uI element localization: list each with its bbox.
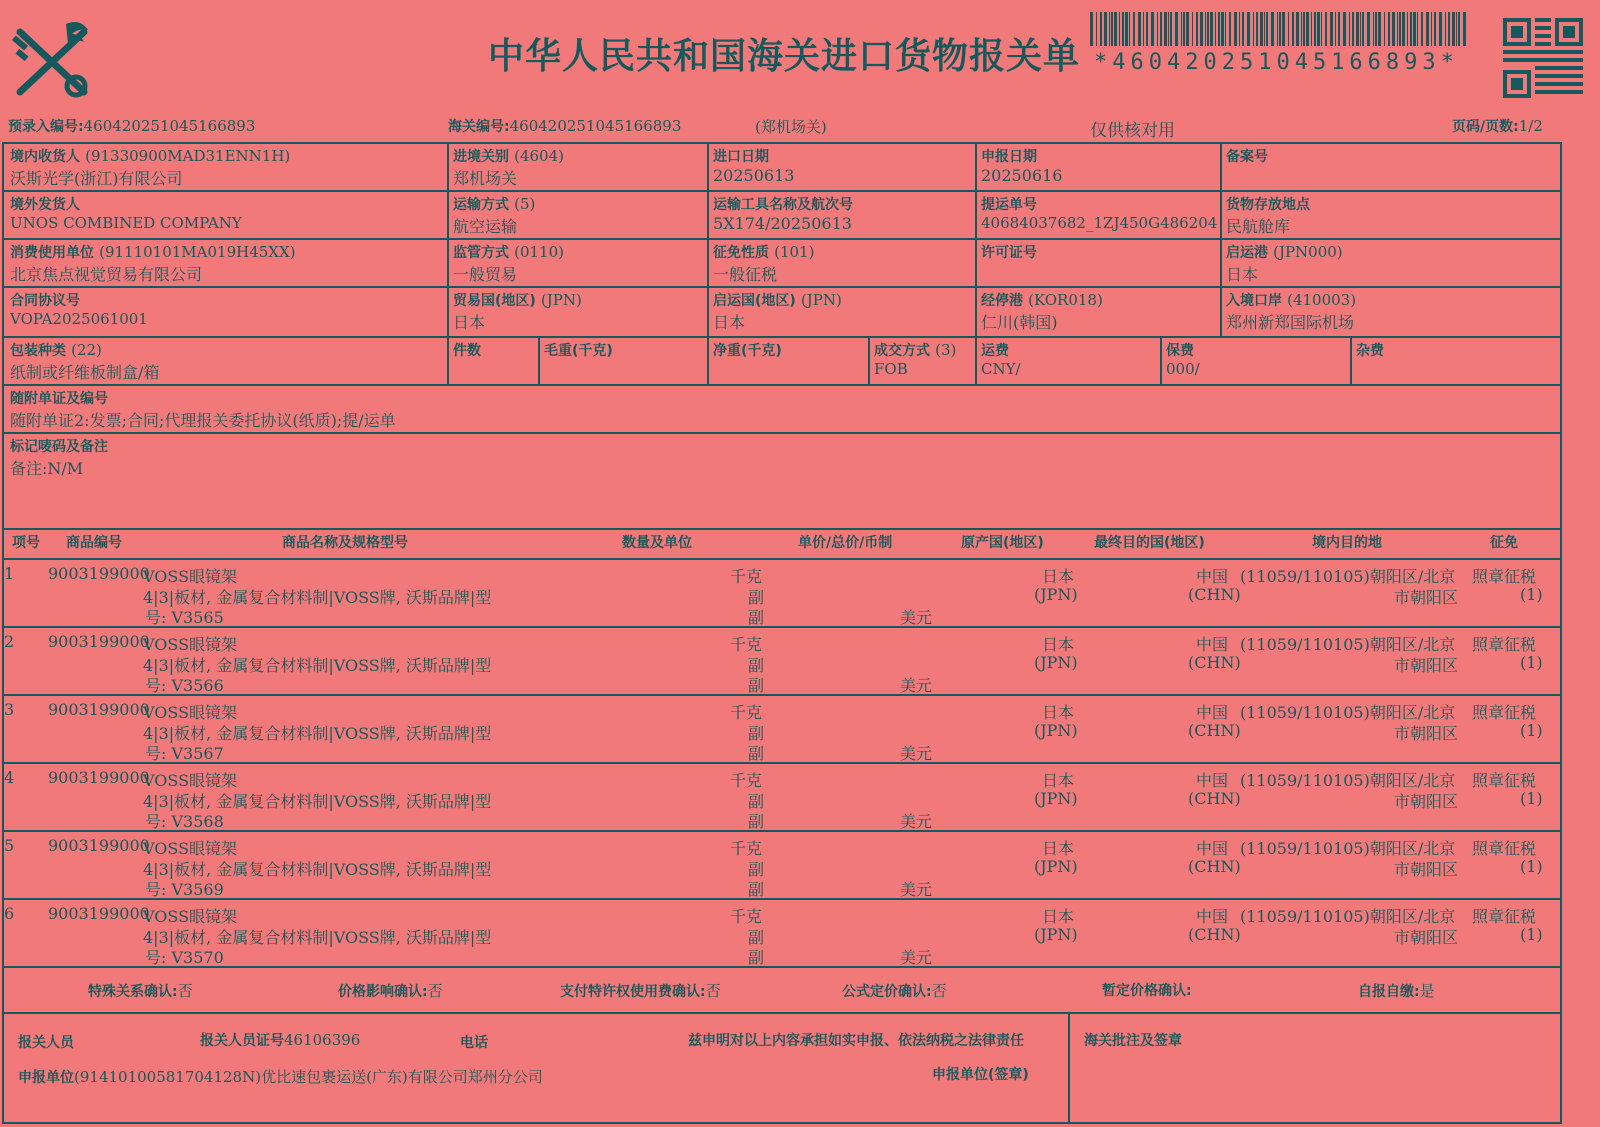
item-domestic: (11059/110105)朝阳区/北京 — [1240, 635, 1456, 654]
record-no-field: 备案号 — [1226, 149, 1268, 165]
item-name: VOSS眼镜架 — [143, 907, 238, 926]
verify-note: 仅供核对用 — [1090, 121, 1175, 141]
net-weight-field: 净重(千克) — [713, 343, 782, 359]
documents-field: 随附单证及编号 随附单证2:发票;合同;代理报关委托协议(纸质);提/运单 — [10, 391, 396, 430]
entry-customs-field: 进境关别 (4604) 郑机场关 — [453, 147, 564, 188]
goods-header-qty: 数量及单位 — [622, 535, 692, 551]
item-origin-code: (JPN) — [1034, 789, 1078, 808]
item-unit-3: 副 — [748, 744, 765, 763]
item-origin-code: (JPN) — [1034, 585, 1078, 604]
item-name: VOSS眼镜架 — [143, 567, 238, 586]
goods-row — [0, 764, 1600, 832]
item-model: 号: V3570 — [145, 948, 224, 967]
item-domestic-2: 市朝阳区 — [1394, 792, 1459, 811]
document-title: 中华人民共和国海关进口货物报关单 — [488, 36, 1081, 77]
item-domestic-2: 市朝阳区 — [1394, 656, 1459, 675]
item-dest: 中国 — [1196, 635, 1229, 654]
item-levy: 照章征税 — [1472, 907, 1537, 926]
item-code: 9003199000 — [48, 564, 150, 583]
item-origin: 日本 — [1042, 703, 1075, 722]
item-dest: 中国 — [1196, 907, 1229, 926]
item-code: 9003199000 — [48, 700, 150, 719]
item-currency: 美元 — [900, 948, 933, 967]
item-domestic-2: 市朝阳区 — [1394, 724, 1459, 743]
misc-fee-field: 杂费 — [1356, 343, 1384, 359]
pieces-field: 件数 — [453, 343, 481, 359]
item-model: 号: V3566 — [145, 676, 224, 695]
customs-no: 海关编号:460420251045166893 — [448, 117, 682, 135]
page-indicator: 页码/页数:1/2 — [1452, 117, 1543, 135]
item-currency: 美元 — [900, 880, 933, 899]
goods-header-dest-country: 最终目的国(地区) — [1094, 535, 1205, 551]
customs-seal-area: 海关批注及签章 — [1084, 1033, 1182, 1049]
item-unit-1: 千克 — [730, 567, 763, 586]
vessel-field: 运输工具名称及航次号 5X174/20250613 — [713, 197, 853, 233]
trade-country-field: 贸易国(地区) (JPN) 日本 — [453, 291, 582, 332]
item-model: 号: V3567 — [145, 744, 224, 763]
item-domestic: (11059/110105)朝阳区/北京 — [1240, 567, 1456, 586]
item-levy: 照章征税 — [1472, 839, 1537, 858]
deal-mode-field: 成交方式 (3) FOB — [874, 341, 957, 378]
item-levy-code: (1) — [1520, 925, 1543, 944]
item-domestic: (11059/110105)朝阳区/北京 — [1240, 839, 1456, 858]
item-unit-1: 千克 — [730, 635, 763, 654]
item-code: 9003199000 — [48, 836, 150, 855]
item-dest-code: (CHN) — [1188, 585, 1241, 604]
declarer-id: 报关人员证号46106396 — [200, 1031, 361, 1049]
item-currency: 美元 — [900, 744, 933, 763]
goods-row — [0, 900, 1600, 968]
entry-port-field: 入境口岸 (410003) 郑州新郑国际机场 — [1226, 291, 1357, 332]
item-origin: 日本 — [1042, 567, 1075, 586]
goods-header-name: 商品名称及规格型号 — [282, 535, 408, 551]
item-dest: 中国 — [1196, 567, 1229, 586]
item-origin-code: (JPN) — [1034, 857, 1078, 876]
item-levy: 照章征税 — [1472, 703, 1537, 722]
barcode-text: *460420251045166893* — [1094, 50, 1459, 75]
goods-row — [0, 628, 1600, 696]
insurance-field: 保费 000/ — [1166, 343, 1200, 378]
item-levy: 照章征税 — [1472, 567, 1537, 586]
item-dest: 中国 — [1196, 839, 1229, 858]
item-dest-code: (CHN) — [1188, 857, 1241, 876]
goods-header-code: 商品编号 — [66, 535, 122, 551]
item-domestic: (11059/110105)朝阳区/北京 — [1240, 703, 1456, 722]
item-unit-1: 千克 — [730, 771, 763, 790]
item-unit-3: 副 — [748, 676, 765, 695]
declare-date-field: 申报日期 20250616 — [981, 149, 1063, 185]
item-name: VOSS眼镜架 — [143, 635, 238, 654]
item-unit-1: 千克 — [730, 839, 763, 858]
item-spec: 4|3|板材, 金属复合材料制|VOSS牌, 沃斯品牌|型 — [143, 792, 492, 811]
item-no: 1 — [4, 564, 15, 583]
item-origin-code: (JPN) — [1034, 653, 1078, 672]
formula-price-confirm: 公式定价确认:否 — [842, 982, 947, 1000]
item-spec: 4|3|板材, 金属复合材料制|VOSS牌, 沃斯品牌|型 — [143, 588, 492, 607]
item-dest-code: (CHN) — [1188, 653, 1241, 672]
declaring-unit: 申报单位(91410100581704128N)优比速包裹运送(广东)有限公司郑州分公司 — [18, 1068, 543, 1086]
consignee-field: 境内收货人 (91330900MAD31ENN1H) 沃斯光学(浙江)有限公司 — [10, 147, 291, 188]
item-levy-code: (1) — [1520, 857, 1543, 876]
item-unit-2: 副 — [748, 724, 765, 743]
item-unit-1: 千克 — [730, 703, 763, 722]
item-levy-code: (1) — [1520, 585, 1543, 604]
item-origin: 日本 — [1042, 839, 1075, 858]
item-spec: 4|3|板材, 金属复合材料制|VOSS牌, 沃斯品牌|型 — [143, 928, 492, 947]
item-code: 9003199000 — [48, 904, 150, 923]
item-code: 9003199000 — [48, 768, 150, 787]
item-levy-code: (1) — [1520, 653, 1543, 672]
item-no: 6 — [4, 904, 15, 923]
phone-label: 电话 — [460, 1035, 488, 1051]
item-unit-3: 副 — [748, 608, 765, 627]
stop-port-field: 经停港 (KOR018) 仁川(韩国) — [981, 291, 1103, 332]
item-no: 2 — [4, 632, 15, 651]
item-domestic: (11059/110105)朝阳区/北京 — [1240, 771, 1456, 790]
goods-header-domestic-dest: 境内目的地 — [1312, 535, 1382, 551]
declarer-label: 报关人员 — [18, 1035, 74, 1051]
consumer-field: 消费使用单位 (91110101MA019H45XX) 北京焦点视觉贸易有限公司 — [10, 243, 296, 284]
item-levy: 照章征税 — [1472, 635, 1537, 654]
declaration-statement: 兹申明对以上内容承担如实申报、依法纳税之法律责任 — [688, 1033, 1024, 1049]
provisional-price-confirm: 暂定价格确认: — [1102, 983, 1192, 999]
item-unit-2: 副 — [748, 588, 765, 607]
item-domestic-2: 市朝阳区 — [1394, 928, 1459, 947]
item-unit-3: 副 — [748, 948, 765, 967]
item-domestic-2: 市朝阳区 — [1394, 860, 1459, 879]
self-pay-confirm: 自报自缴:是 — [1358, 982, 1435, 1000]
item-currency: 美元 — [900, 812, 933, 831]
goods-row — [0, 696, 1600, 764]
item-currency: 美元 — [900, 608, 933, 627]
marks-remarks-field: 标记唛码及备注 备注:N/M — [10, 439, 108, 478]
customs-office: (郑机场关) — [755, 118, 827, 136]
bill-of-lading-field: 提运单号 40684037682_1ZJ450G486204 — [981, 197, 1217, 232]
item-origin: 日本 — [1042, 907, 1075, 926]
item-domestic: (11059/110105)朝阳区/北京 — [1240, 907, 1456, 926]
supervision-field: 监管方式 (0110) 一般贸易 — [453, 243, 564, 284]
item-unit-3: 副 — [748, 880, 765, 899]
special-relation-confirm: 特殊关系确认:否 — [88, 982, 193, 1000]
shipper-field: 境外发货人 UNOS COMBINED COMPANY — [10, 197, 242, 232]
goods-header-origin: 原产国(地区) — [961, 535, 1044, 551]
item-dest: 中国 — [1196, 703, 1229, 722]
license-field: 许可证号 — [981, 245, 1037, 261]
freight-field: 运费 CNY/ — [981, 343, 1021, 378]
item-unit-2: 副 — [748, 656, 765, 675]
gross-weight-field: 毛重(千克) — [544, 343, 613, 359]
qr-code-icon — [1503, 18, 1583, 98]
departure-port-field: 启运港 (JPN000) 日本 — [1226, 243, 1343, 284]
import-date-field: 进口日期 20250613 — [713, 149, 795, 185]
price-influence-confirm: 价格影响确认:否 — [338, 982, 443, 1000]
item-spec: 4|3|板材, 金属复合材料制|VOSS牌, 沃斯品牌|型 — [143, 724, 492, 743]
item-unit-1: 千克 — [730, 907, 763, 926]
item-code: 9003199000 — [48, 632, 150, 651]
item-origin-code: (JPN) — [1034, 721, 1078, 740]
pre-entry-no: 预录入编号:460420251045166893 — [8, 117, 256, 135]
goods-row — [0, 832, 1600, 900]
item-no: 3 — [4, 700, 15, 719]
item-levy-code: (1) — [1520, 721, 1543, 740]
goods-header-no: 项号 — [12, 535, 40, 551]
item-name: VOSS眼镜架 — [143, 771, 238, 790]
storage-field: 货物存放地点 民航舱库 — [1226, 197, 1310, 236]
item-dest-code: (CHN) — [1188, 721, 1241, 740]
royalty-confirm: 支付特许权使用费确认:否 — [560, 982, 721, 1000]
item-no: 4 — [4, 768, 15, 787]
item-spec: 4|3|板材, 金属复合材料制|VOSS牌, 沃斯品牌|型 — [143, 860, 492, 879]
item-unit-3: 副 — [748, 812, 765, 831]
item-currency: 美元 — [900, 676, 933, 695]
item-model: 号: V3569 — [145, 880, 224, 899]
item-no: 5 — [4, 836, 15, 855]
package-field: 包装种类 (22) 纸制或纤维板制盒/箱 — [10, 341, 160, 382]
item-origin: 日本 — [1042, 771, 1075, 790]
item-model: 号: V3565 — [145, 608, 224, 627]
transport-mode-field: 运输方式 (5) 航空运输 — [453, 195, 536, 236]
item-dest-code: (CHN) — [1188, 789, 1241, 808]
item-origin: 日本 — [1042, 635, 1075, 654]
item-unit-2: 副 — [748, 860, 765, 879]
item-origin-code: (JPN) — [1034, 925, 1078, 944]
declaring-unit-seal: 申报单位(签章) — [932, 1067, 1029, 1083]
goods-header-price: 单价/总价/币制 — [798, 535, 893, 551]
levy-nature-field: 征免性质 (101) 一般征税 — [713, 243, 815, 284]
item-domestic-2: 市朝阳区 — [1394, 588, 1459, 607]
item-dest-code: (CHN) — [1188, 925, 1241, 944]
item-unit-2: 副 — [748, 928, 765, 947]
customs-emblem-icon — [6, 12, 98, 104]
item-dest: 中国 — [1196, 771, 1229, 790]
item-name: VOSS眼镜架 — [143, 703, 238, 722]
departure-country-field: 启运国(地区) (JPN) 日本 — [713, 291, 842, 332]
item-spec: 4|3|板材, 金属复合材料制|VOSS牌, 沃斯品牌|型 — [143, 656, 492, 675]
item-unit-2: 副 — [748, 792, 765, 811]
item-name: VOSS眼镜架 — [143, 839, 238, 858]
item-model: 号: V3568 — [145, 812, 224, 831]
goods-header-levy: 征免 — [1490, 535, 1518, 551]
item-levy-code: (1) — [1520, 789, 1543, 808]
contract-field: 合同协议号 VOPA2025061001 — [10, 293, 148, 328]
goods-row — [0, 560, 1600, 628]
item-levy: 照章征税 — [1472, 771, 1537, 790]
barcode-icon — [1090, 12, 1468, 46]
